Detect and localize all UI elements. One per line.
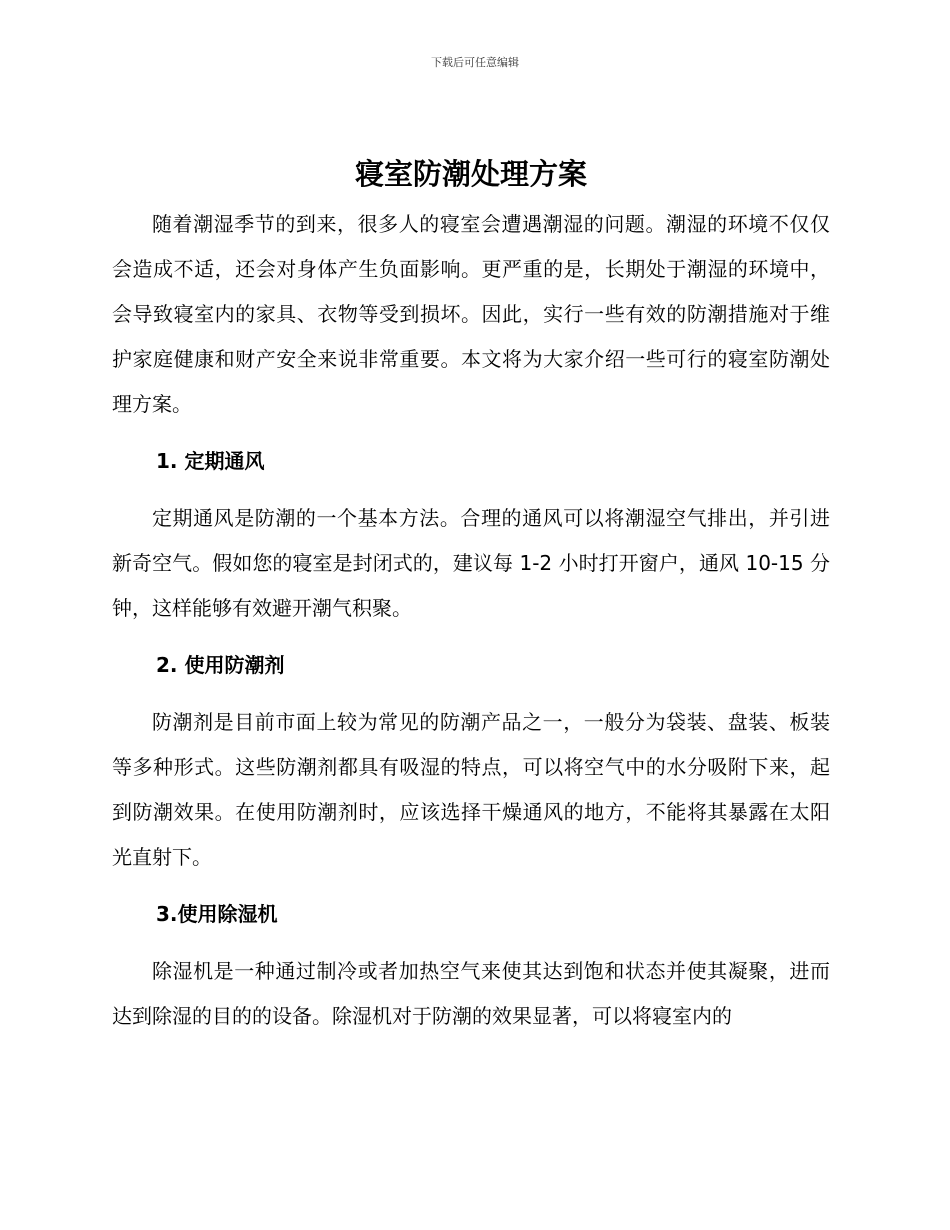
document-title: 寝室防潮处理方案 [354, 157, 587, 191]
section-body-desiccant: 防潮剂是目前市面上较为常见的防潮产品之一，一般分为袋装、盘装、板装等多种形式。这些防潮剂都具有吸湿的特点，可以将空气中的水分吸附下来，起到防潮效果。在使用防潮剂时，应该选择干燥通风的地方，不能将其暴露在太阳光直射下。 [112, 710, 830, 869]
section-body-dehumidifier: 除湿机是一种通过制冷或者加热空气来使其达到饱和状态并使其凝聚，进而达到除湿的目的的设备。除湿机对于防潮的效果显著，可以将寝室内的 [112, 959, 830, 1028]
section-heading-dehumidifier: 3.使用除湿机 [156, 902, 278, 926]
section-heading-ventilation: 1. 定期通风 [156, 449, 265, 473]
header-note: 下载后可任意编辑 [431, 56, 519, 69]
document-body [112, 150, 830, 1039]
intro-paragraph: 随着潮湿季节的到来，很多人的寝室会遭遇潮湿的问题。潮湿的环境不仅仅会造成不适，还会对身体产生负面影响。更严重的是，长期处于潮湿的环境中，会导致寝室内的家具、衣物等受到损坏。因此，实行一些有效的防潮措施对于维护家庭健康和财产安全来说非常重要。本文将为大家介绍一些可行的寝室防潮处理方案。 [112, 212, 830, 416]
section-body-ventilation: 定期通风是防潮的一个基本方法。合理的通风可以将潮湿空气排出，并引进新奇空气。假如您的寝室是封闭式的，建议每 1-2 小时打开窗户，通风 10-15 分钟，这样能够有效避开潮气积聚。 [112, 506, 830, 620]
section-heading-desiccant: 2. 使用防潮剂 [156, 653, 285, 677]
